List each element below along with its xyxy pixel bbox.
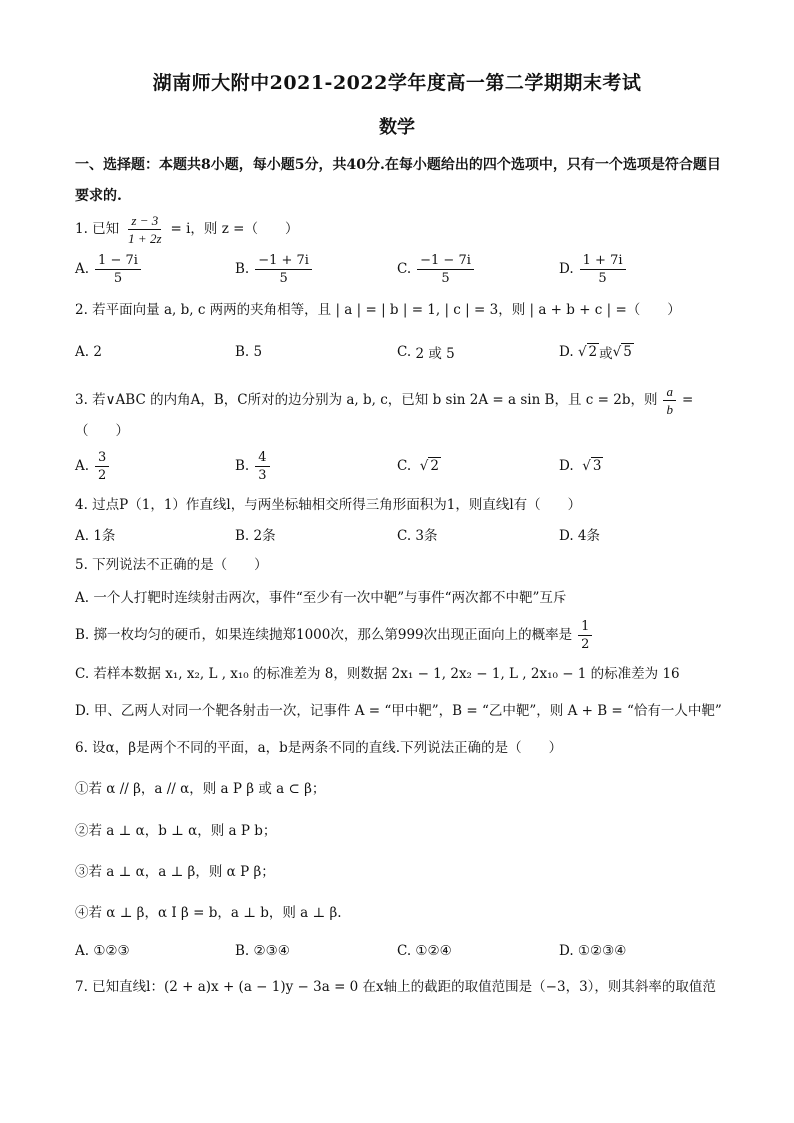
q5-option-c: C. 若样本数据 x₁, x₂, L , x₁₀ 的标准差为 8，则数据 2x₁ − 1, 2x₂ − 1, L , 2x₁₀ − 1 的标准差为 16: [75, 666, 680, 682]
question-7: 7. 已知直线l：(2 + a)x + (a − 1)y − 3a = 0 在x轴上的截距的取值范围是（−3，3），则其斜率的取值范: [75, 979, 716, 995]
q5-b-text: B. 掷一枚均匀的硬币，如果连续抛郑1000次，那么第999次出现正面向上的概率是: [75, 627, 573, 643]
question-2: 2. 若平面向量 a, b, c 两两的夹角相等，且 | a | = | b | = 1, | c | = 3，则 | a + b + c | =（ ）: [75, 302, 681, 318]
q1-option-a: [75, 254, 147, 284]
option-num: 4: [255, 449, 269, 467]
option-den: 2: [98, 467, 107, 483]
q3-option-a: [75, 451, 115, 481]
q1-option-b: [235, 254, 318, 284]
q5-b-num: 1: [578, 618, 592, 636]
section-heading: 一、选择题：本题共8小题，每小题5分，共40分.在每小题给出的四个选项中，只有一个选项是符合题目要求的.: [75, 157, 721, 204]
q6-option-a: A. ①②③: [75, 943, 130, 959]
q6-options: [75, 936, 725, 966]
option-label: A.: [75, 261, 90, 277]
option-num: 1 + 7i: [580, 252, 626, 270]
q6-option-b: B. ②③④: [235, 943, 290, 959]
option-num: −1 + 7i: [255, 252, 312, 270]
q2-option-d: [559, 337, 634, 367]
option-label: D.: [559, 458, 574, 474]
option-den: 5: [441, 270, 450, 286]
q4-options: [75, 519, 725, 549]
q1-option-d: [559, 254, 632, 284]
option-text: 2: [93, 344, 102, 360]
q3-paren: （ ）: [75, 423, 129, 439]
q3-frac-den: b: [666, 402, 673, 417]
option-label: A.: [75, 344, 90, 360]
option-join: 或: [599, 346, 613, 362]
option-num: 3: [95, 449, 109, 467]
q3-options: [75, 451, 725, 481]
option-num: −1 − 7i: [417, 252, 474, 270]
option-den: 3: [258, 467, 267, 483]
option-label: A.: [75, 458, 90, 474]
radicand: 2: [588, 344, 598, 360]
q3-text: 3. 若∨ABC 的内角A，B，C所对的边分别为 a, b, c，已知 b sin 2A = a sin B，且 c = 2b，则: [75, 392, 658, 408]
q5-option-a: A. 一个人打靶时连续射击两次，事件“至少有一次中靶”与事件“两次都不中靶”互斥: [75, 590, 567, 606]
exam-title: 湖南师大附中2021-2022学年度高一第二学期期末考试: [152, 72, 642, 94]
question-1: [75, 212, 298, 247]
option-label: B.: [235, 344, 250, 360]
q4-option-b: B. 2条: [235, 528, 276, 544]
option-label: B.: [235, 458, 250, 474]
option-text: 2 或 5: [415, 346, 455, 362]
radicand: 2: [430, 458, 439, 474]
option-den: 5: [598, 270, 607, 286]
q6-statement-1: ①若 α // β，a // α，则 a P β 或 a ⊂ β；: [75, 781, 326, 797]
question-3: [75, 383, 693, 418]
question-5: 5. 下列说法不正确的是（ ）: [75, 557, 268, 573]
q3-option-b: [235, 451, 276, 481]
question-4: 4. 过点P（1，1）作直线l，与两坐标轴相交所得三角形面积为1，则直线l有（ ）: [75, 497, 582, 513]
option-label: C.: [397, 261, 412, 277]
q1-frac-num: z − 3: [128, 212, 161, 230]
option-label: C.: [397, 344, 412, 360]
radicand: 5: [623, 344, 632, 360]
option-den: 5: [113, 270, 123, 286]
q3-option-d: [559, 451, 603, 481]
sqrt-symbol: √ 2: [577, 344, 598, 360]
sqrt-symbol: √ 2: [419, 458, 439, 474]
q1-prefix: 1. 已知: [75, 221, 120, 237]
option-label: C.: [397, 458, 412, 474]
q1-suffix: = i，则 z =（ ）: [170, 221, 299, 237]
q5-option-d: D. 甲、乙两人对同一个靶各射击一次，记事件 A = “甲中靶”，B = “乙中靶”，则 A + B = “恰有一人中靶”: [75, 703, 722, 719]
option-num: 1 − 7i: [95, 252, 141, 270]
option-text: 5: [253, 344, 263, 360]
option-label: D.: [559, 261, 574, 277]
option-label: B.: [235, 261, 250, 277]
subject-title: 数学: [379, 117, 415, 138]
q6-statement-3: ③若 a ⊥ α，a ⊥ β，则 α P β；: [75, 864, 275, 880]
question-6: 6. 设α，β是两个不同的平面，a，b是两条不同的直线.下列说法正确的是（ ）: [75, 740, 563, 756]
q6-option-c: C. ①②④: [397, 943, 452, 959]
q1-option-c: [397, 254, 480, 284]
radicand: 3: [592, 458, 602, 474]
q1-fraction: [125, 212, 164, 247]
option-label: D.: [559, 344, 574, 360]
sqrt-symbol: √ 5: [612, 344, 632, 360]
q1-frac-den: 1 + 2z: [128, 231, 162, 246]
q4-option-d: D. 4条: [559, 528, 601, 544]
q2-option-c: [397, 337, 455, 367]
q4-option-c: C. 3条: [397, 528, 438, 544]
q4-option-a: A. 1条: [75, 528, 116, 544]
sqrt-symbol: √ 3: [582, 458, 602, 474]
q6-statement-2: ②若 a ⊥ α，b ⊥ α，则 a P b；: [75, 823, 277, 839]
q5-b-den: 2: [581, 637, 590, 652]
q3-option-c: [397, 451, 441, 481]
q1-options: [75, 254, 725, 284]
q5-option-b: [75, 618, 598, 653]
option-den: 5: [279, 270, 288, 286]
q3-tail: =: [681, 392, 694, 408]
q2-option-a: [75, 337, 102, 367]
q2-option-b: [235, 337, 262, 367]
q6-option-d: D. ①②③④: [559, 943, 627, 959]
q3-frac-num: a: [663, 383, 676, 401]
q2-options: [75, 337, 725, 367]
q6-statement-4: ④若 α ⊥ β，α I β = b，a ⊥ b，则 a ⊥ β.: [75, 905, 342, 921]
